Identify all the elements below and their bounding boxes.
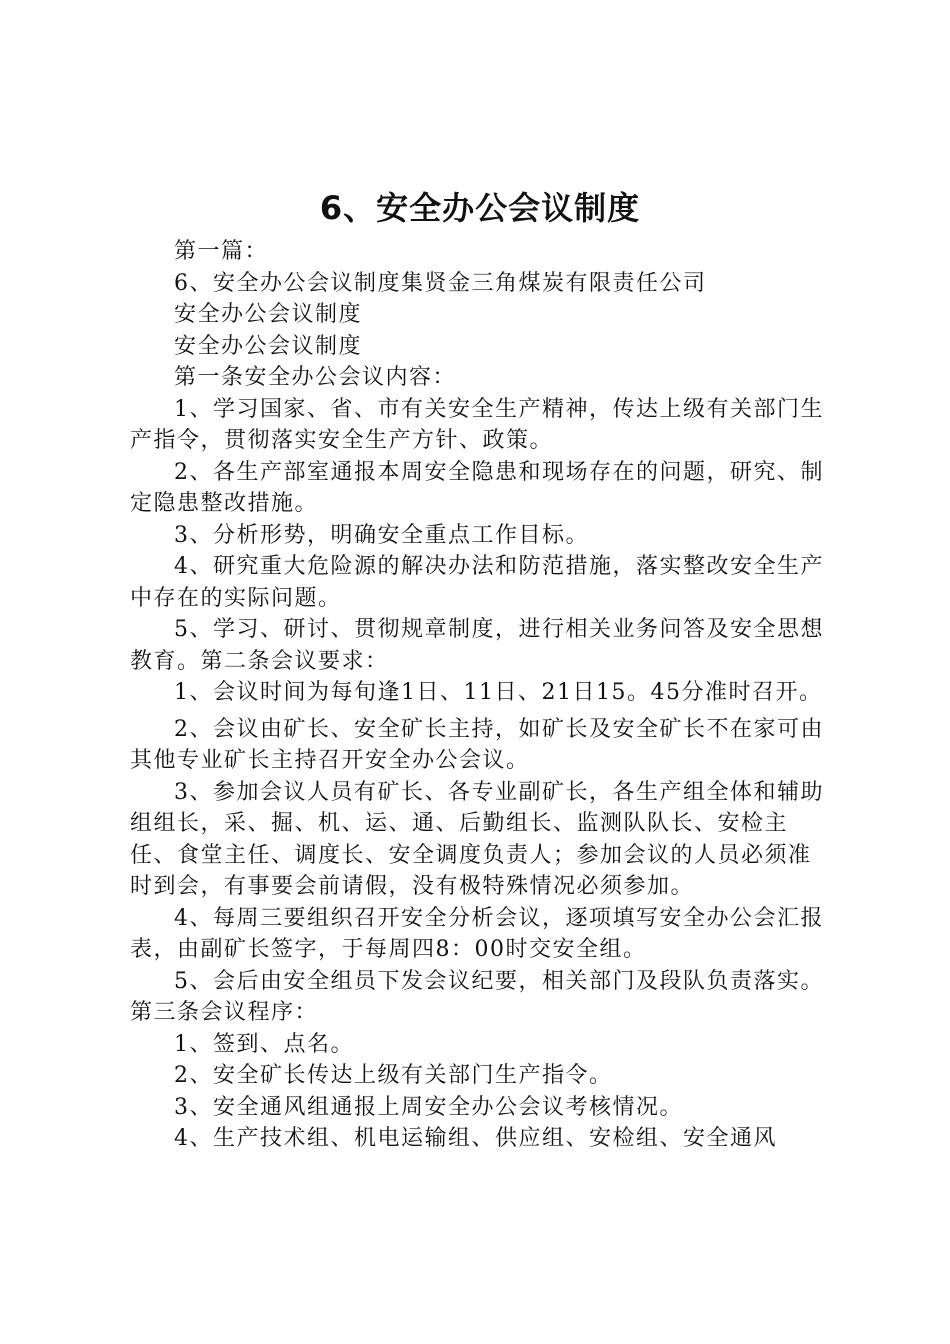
paragraph: 5、会后由安全组员下发会议纪要，相关部门及段队负责落实。第三条会议程序： (130, 968, 824, 1025)
paragraph: 3、分析形势，明确安全重点工作目标。 (174, 522, 589, 548)
paragraph: 1、学习国家、省、市有关安全生产精神，传达上级有关部门生产指令，贯彻落实安全生产方针、政策。 (130, 396, 824, 453)
paragraph: 6、安全办公会议制度集贤金三角煤炭有限责任公司 (174, 270, 707, 296)
document-page (130, 186, 830, 1155)
paragraph: 4、每周三要组织召开安全分析会议，逐项填写安全办公会汇报表，由副矿长签字，于每周四8：00时交安全组。 (130, 905, 824, 962)
paragraph: 1、签到、点名。 (174, 1031, 354, 1057)
paragraph: 2、各生产部室通报本周安全隐患和现场存在的问题，研究、制定隐患整改措施。 (130, 459, 824, 516)
paragraph: 安全办公会议制度 (174, 302, 363, 327)
document-title: 6、安全办公会议制度 (319, 189, 641, 227)
paragraph: 4、生产技术组、机电运输组、供应组、安检组、安全通风 (174, 1126, 777, 1151)
paragraph: 安全办公会议制度 (174, 333, 363, 359)
paragraph: 3、安全通风组通报上周安全办公会议考核情况。 (174, 1094, 683, 1120)
paragraph: 4、研究重大危险源的解决办法和防范措施，落实整改安全生产中存在的实际问题。 (130, 554, 824, 611)
paragraph: 2、会议由矿长、安全矿长主持，如矿长及安全矿长不在家可由其他专业矿长主持召开安全办公会议。 (130, 716, 824, 773)
paragraph: 2、安全矿长传达上级有关部门生产指令。 (174, 1063, 613, 1088)
paragraph: 3、参加会议人员有矿长、各专业副矿长，各生产组全体和辅助组组长，采、掘、机、运、通、后勤组长、监测队队长、安检主任、食堂主任、调度长、安全调度负责人；参加会议的人员必须准时到会，有事要会前请假，没有极特殊情况必须参加。 (130, 779, 824, 899)
document-body (130, 236, 830, 1155)
paragraph: 第一篇： (174, 239, 269, 264)
paragraph: 第一条安全办公会议内容： (174, 365, 457, 390)
paragraph: 1、会议时间为每旬逢1日、11日、21日15。45分准时召开。 (174, 680, 823, 705)
paragraph: 5、学习、研讨、贯彻规章制度，进行相关业务问答及安全思想教育。第二条会议要求： (130, 617, 824, 674)
